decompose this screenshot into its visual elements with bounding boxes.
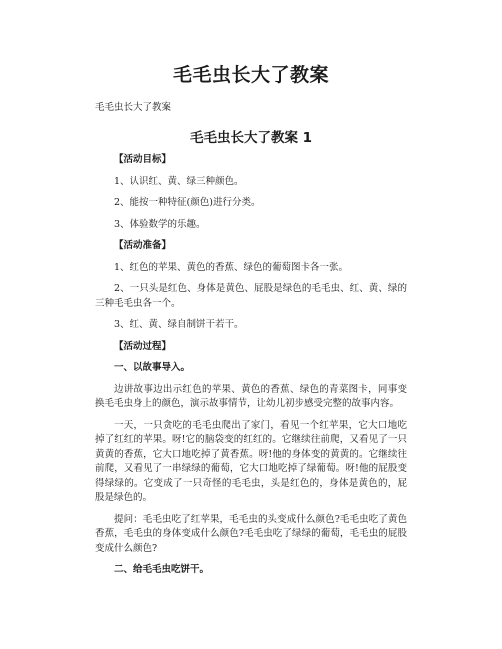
document-subtitle: 毛毛虫长大了教案 bbox=[95, 102, 172, 113]
goal-item: 1、认识红、黄、绿三种颜色。 bbox=[114, 175, 244, 187]
document-body bbox=[95, 153, 407, 585]
process-heading: 【活动过程】 bbox=[114, 340, 172, 352]
section-title: 毛毛虫长大了教案 1 bbox=[189, 130, 313, 146]
goal-heading: 【活动目标】 bbox=[114, 154, 172, 165]
document-title: 毛毛虫长大了教案 bbox=[172, 64, 329, 86]
question-paragraph: 提问：毛毛虫吃了红苹果，毛毛虫的头变成什么颜色?毛毛虫吃了黄色香蕉，毛毛虫的身体变成什么颜色?毛毛虫吃了绿绿的葡萄，毛毛虫的屁股变成什么颜色? bbox=[95, 513, 407, 554]
prep-item: 2、一只头是红色、身体是黄色、屁股是绿色的毛毛虫、红、黄、绿的三种毛毛虫各一个。 bbox=[95, 283, 407, 309]
step1-heading: 一、以故事导入。 bbox=[114, 362, 191, 373]
prep-heading: 【活动准备】 bbox=[114, 240, 172, 251]
goal-item: 3、体验数学的乐趣。 bbox=[114, 218, 206, 230]
story-paragraph: 一天，一只贪吃的毛毛虫爬出了家门，看见一个红苹果，它大口地吃掉了红红的苹果。呀!它的脑袋变的红红的。它继续往前爬，又看见了一只黄黄的香蕉，它大口地吃掉了黄香蕉。呀!他的身体变的黄黄的。它继续往前爬，又看见了一串绿绿的葡萄，它大口地吃掉了绿葡萄。呀!他的屁股变得绿绿的。它变成了一只奇怪的毛毛虫，头是红色的，身体是黄色的，屁股是绿色的。 bbox=[95, 419, 407, 503]
story-paragraph: 边讲故事边出示红色的苹果、黄色的香蕉、绿色的青菜图卡，同事变换毛毛虫身上的颜色，演示故事情节，让幼儿初步感受完整的故事内容。 bbox=[95, 383, 407, 409]
prep-item: 1、红色的苹果、黄色的香蕉、绿色的葡萄图卡各一张。 bbox=[114, 261, 349, 273]
prep-item: 3、红、黄、绿自制饼干若干。 bbox=[114, 319, 244, 330]
step2-heading: 二、给毛毛虫吃饼干。 bbox=[114, 564, 210, 575]
goal-item: 2、能按一种特征(颜色)进行分类。 bbox=[114, 197, 261, 208]
